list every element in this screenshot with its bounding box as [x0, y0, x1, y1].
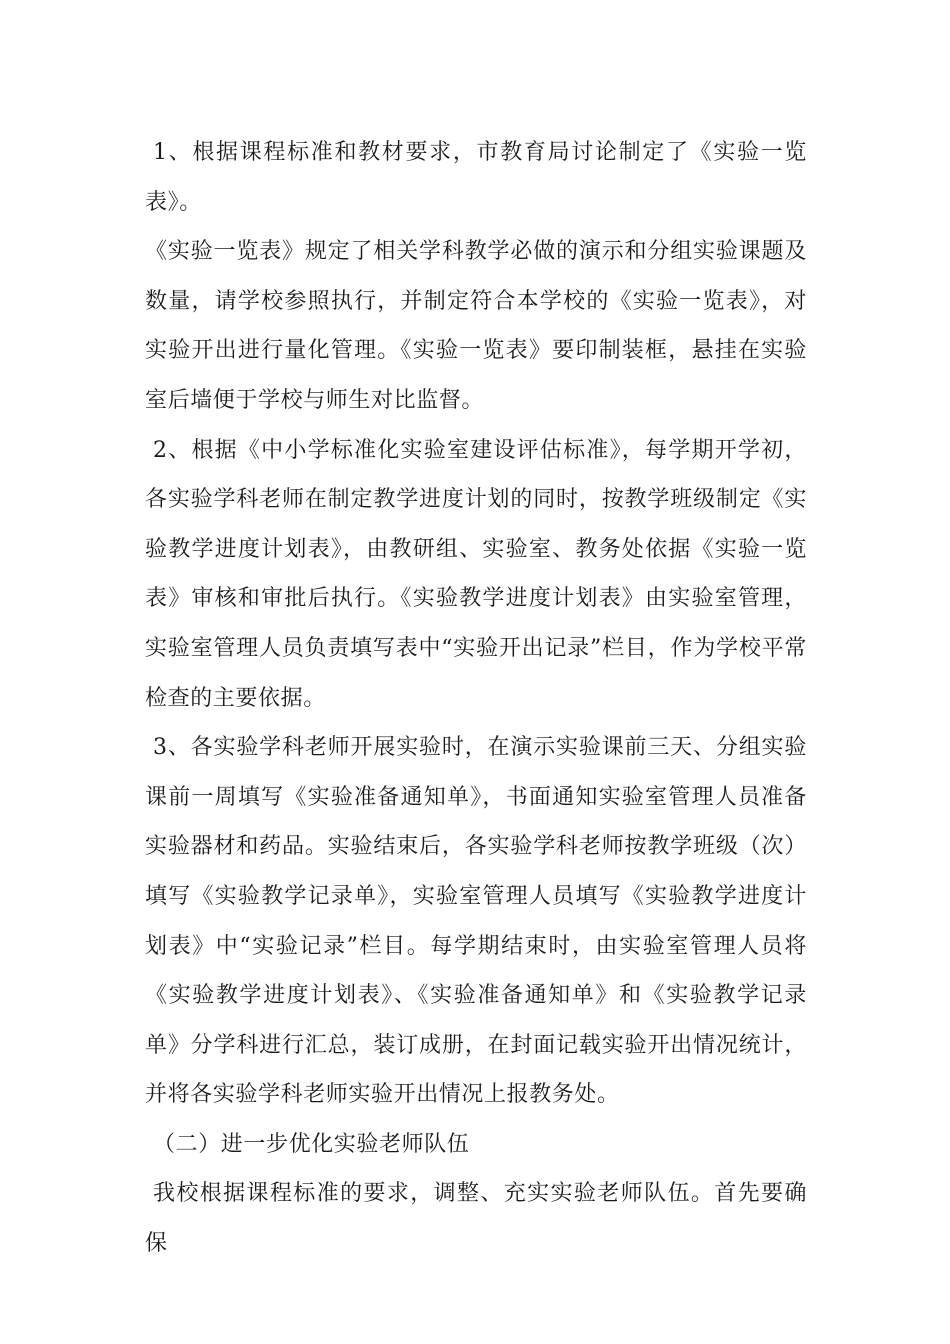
paragraph-2 — [145, 227, 807, 425]
paragraph-3-text: 2、根据《中小学标准化实验室建设评估标准》，每学期开学初，各实验学科老师在制定教学进度计划的同时，按教学班级制定《实验教学进度计划表》，由教研组、实验室、教务处依据《实验一览表》审核和审批后执行。《实验教学进度计划表》由实验室管理，实验室管理人员负责填写表中“实验开出记录”栏目，作为学校平常检查的主要依据。 — [145, 437, 807, 711]
paragraph-1-text: 1、根据课程标准和教材要求，市教育局讨论制定了《实验一览表》。 — [145, 140, 807, 215]
paragraph-2-text: 《实验一览表》规定了相关学科教学必做的演示和分组实验课题及数量，请学校参照执行，并制定符合本学校的《实验一览表》，对实验开出进行量化管理。《实验一览表》要印制装框，悬挂在实验室后墙便于学校与师生对比监督。 — [145, 239, 807, 413]
paragraph-4-text: 3、各实验学科老师开展实验时，在演示实验课前三天、分组实验课前一周填写《实验准备通知单》，书面通知实验室管理人员准备实验器材和药品。实验结束后，各实验学科老师按教学班级（次）填写《实验教学记录单》，实验室管理人员填写《实验教学进度计划表》中“实验记录”栏目。每学期结束时，由实验室管理人员将《实验教学进度计划表》、《实验准备通知单》和《实验教学记录单》分学科进行汇总，装订成册，在封面记载实验开出情况统计，并将各实验学科老师实验开出情况上报教务处。 — [145, 735, 807, 1108]
paragraph-5-text: 我校根据课程标准的要求，调整、充实实验老师队伍。首先要确保 — [145, 1181, 807, 1257]
paragraph-1 — [145, 128, 807, 227]
paragraph-3 — [145, 426, 807, 724]
paragraph-5 — [145, 1169, 807, 1268]
section-heading: （二）进一步优化实验老师队伍 — [153, 1131, 470, 1157]
paragraph-4 — [145, 723, 807, 1120]
document-body — [145, 128, 807, 1269]
